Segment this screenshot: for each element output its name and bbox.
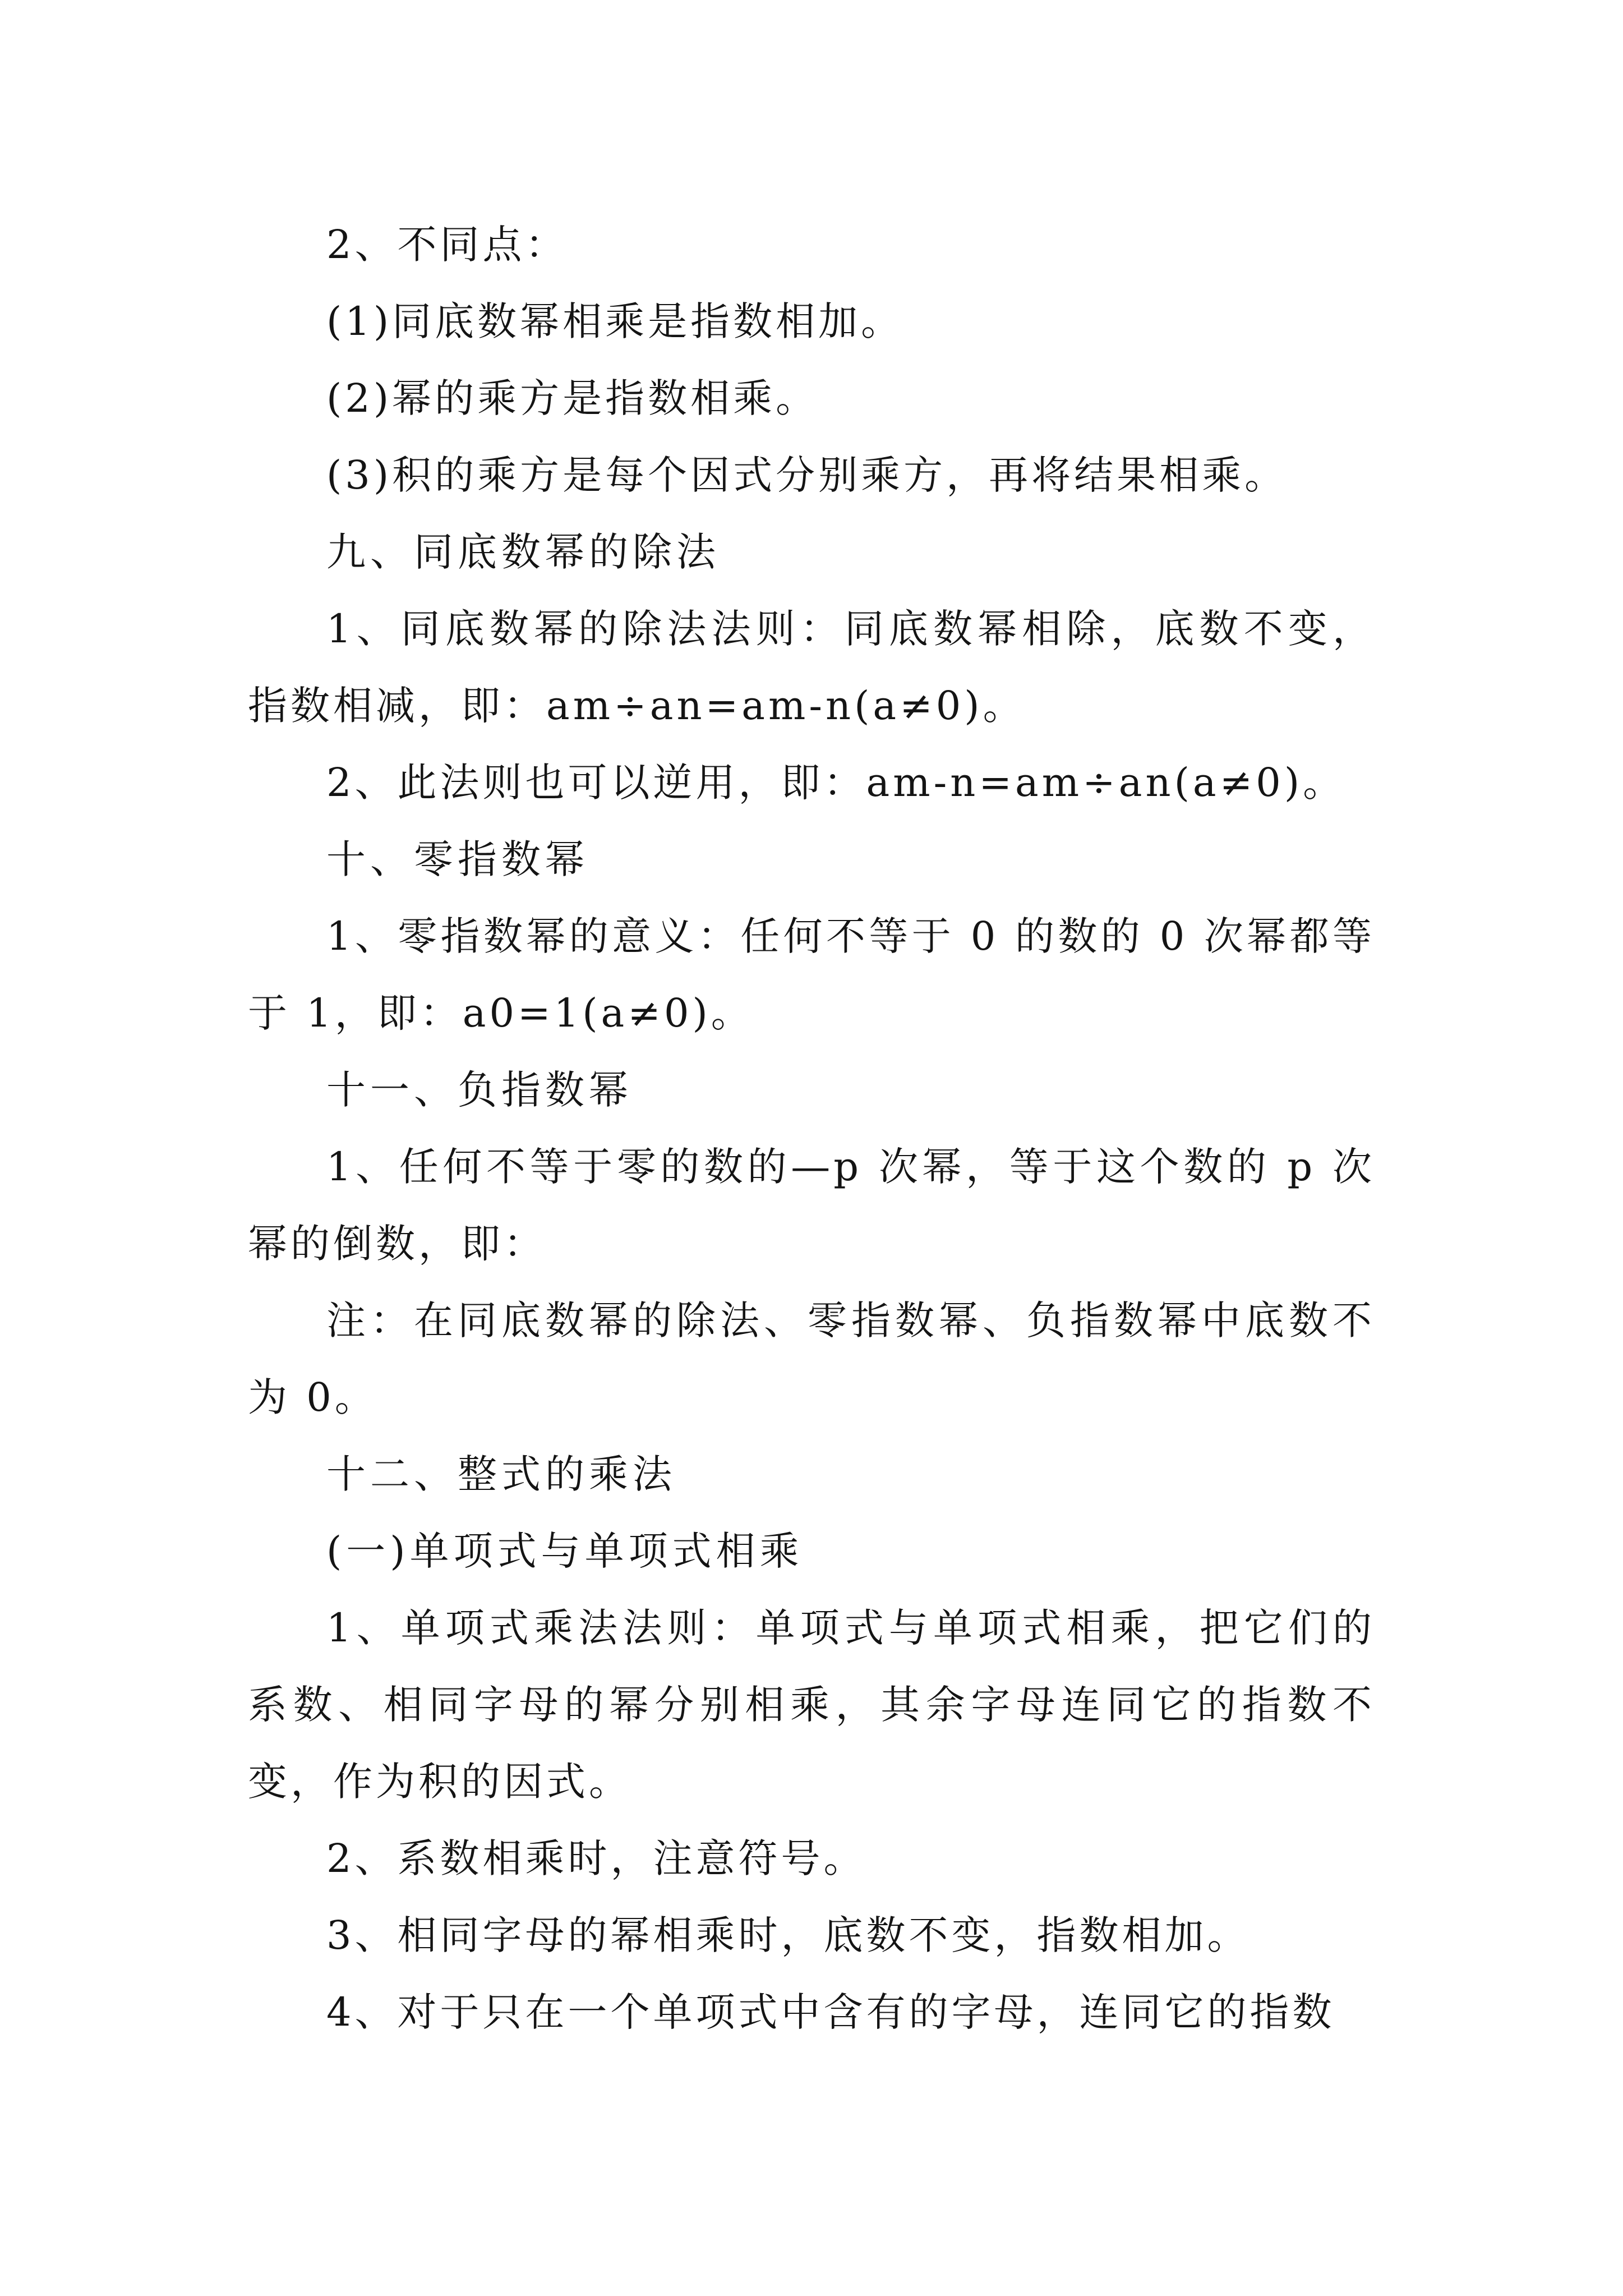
section-heading-12: 十二、整式的乘法 (326, 1451, 676, 1497)
paragraph-division-reverse: 2、此法则也可以逆用，即：am-n=am÷an(a≠0)。 (326, 760, 1346, 806)
paragraph-differences-heading: 2、不同点： (326, 222, 568, 268)
paragraph-monomial-rule: 1、单项式乘法法则：单项式与单项式相乘，把它们的系数、相同字母的幂分别相乘，其余字母连同它的指数不变，作为积的因式。 (248, 1605, 1375, 1805)
section-heading-10: 十、零指数幂 (326, 836, 589, 882)
paragraph-difference-3: (3)积的乘方是每个因式分别乘方，再将结果相乘。 (326, 452, 1288, 498)
paragraph-negative-exponent: 1、任何不等于零的数的—p 次幂，等于这个数的 p 次幂的倒数，即： (248, 1144, 1375, 1267)
paragraph-difference-1: (1)同底数幂相乘是指数相加。 (326, 298, 904, 344)
paragraph-coefficient-sign: 2、系数相乘时，注意符号。 (326, 1835, 866, 1881)
section-heading-11: 十一、负指数幂 (326, 1067, 633, 1113)
section-heading-9: 九、同底数幂的除法 (326, 529, 720, 575)
paragraph-difference-2: (2)幂的乘方是指数相乘。 (326, 375, 819, 421)
subsection-heading-monomial: (一)单项式与单项式相乘 (326, 1528, 804, 1574)
paragraph-division-rule: 1、同底数幂的除法法则：同底数幂相除，底数不变，指数相减，即：am÷an=am-n(a≠0)。 (248, 606, 1375, 729)
paragraph-zero-exponent: 1、零指数幂的意义：任何不等于 0 的数的 0 次幂都等于 1，即：a0=1(a≠0)。 (248, 913, 1375, 1036)
paragraph-same-letter-power: 3、相同字母的幂相乘时，底数不变，指数相加。 (326, 1912, 1250, 1958)
paragraph-single-letter: 4、对于只在一个单项式中含有的字母，连同它的指数 (326, 1989, 1335, 2035)
paragraph-note: 注：在同底数幂的除法、零指数幂、负指数幂中底数不为 0。 (248, 1297, 1375, 1420)
document-body (248, 206, 1375, 2051)
